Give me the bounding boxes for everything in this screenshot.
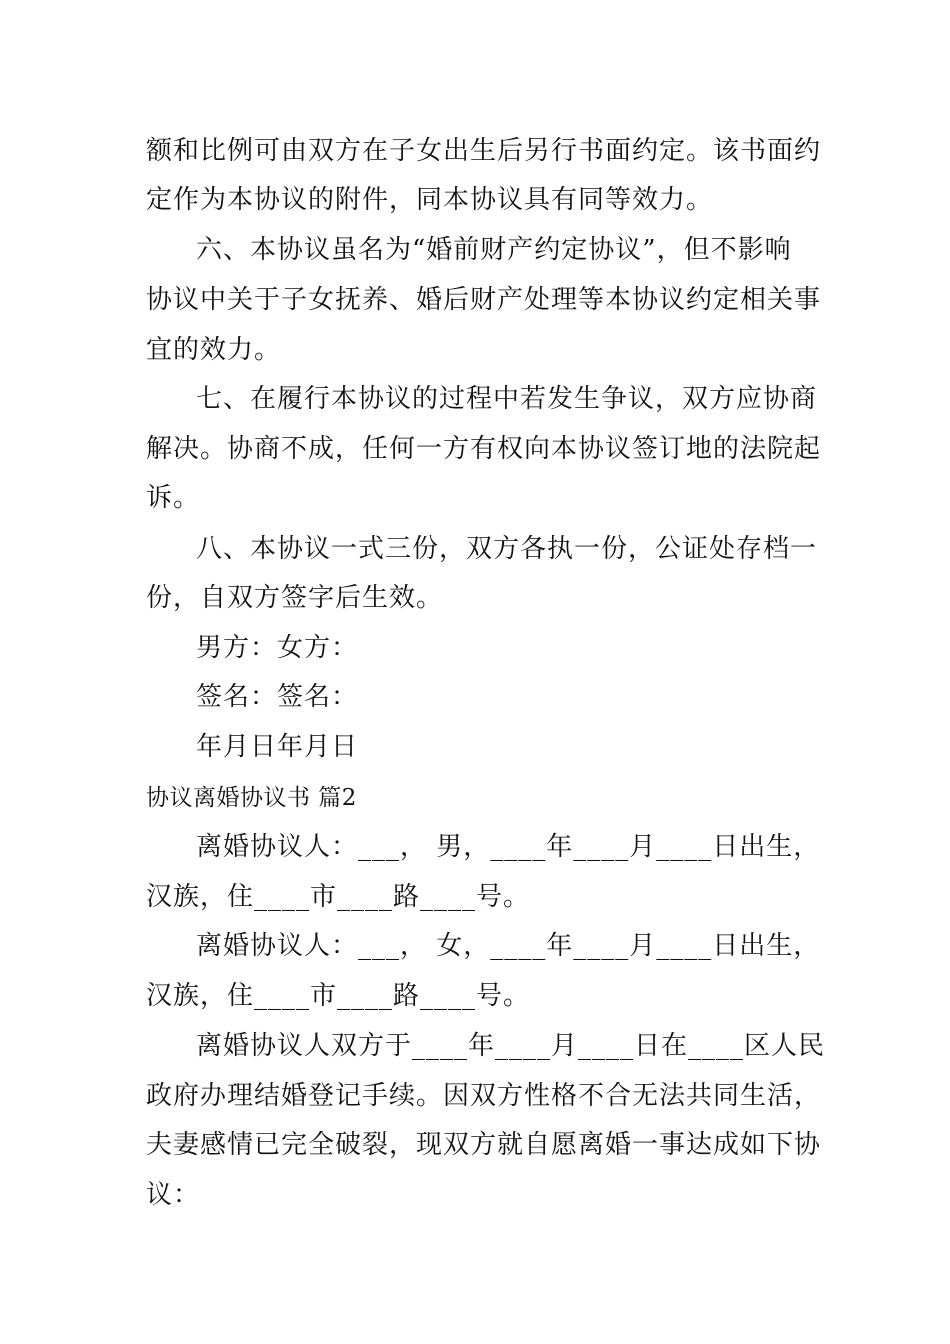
body-text-line: 协议中关于子女抚养、婚后财产处理等本协议约定相关事 xyxy=(146,285,822,315)
body-text-line: 份，自双方签字后生效。 xyxy=(146,583,444,613)
party-one-line: 离婚协议人：___， 男，____年____月____日出生， xyxy=(196,832,821,862)
body-text-line: 政府办理结婚登记手续。因双方性格不合无法共同生活， xyxy=(146,1081,822,1111)
body-text-line: 夫妻感情已完全破裂，现双方就自愿离婚一事达成如下协 xyxy=(146,1130,822,1160)
body-text-line: 解决。协商不成，任何一方有权向本协议签订地的法院起 xyxy=(146,434,822,464)
clause-eight-text: 八、本协议一式三份，双方各执一份，公证处存档一 xyxy=(196,534,818,564)
section-title: 协议离婚协议书 篇2 xyxy=(146,785,357,811)
date-label-line: 年月日年月日 xyxy=(196,732,359,762)
signature-label-line: 签名：签名： xyxy=(196,682,359,712)
clause-seven-text: 七、在履行本协议的过程中若发生争议，双方应协商 xyxy=(196,384,818,414)
parties-label-line: 男方：女方： xyxy=(196,633,359,663)
party-two-line: 离婚协议人：___， 女，____年____月____日出生， xyxy=(196,931,821,961)
body-text-line: 额和比例可由双方在子女出生后另行书面约定。该书面约 xyxy=(146,136,822,166)
body-text-line: 定作为本协议的附件，同本协议具有同等效力。 xyxy=(146,185,714,215)
body-text-line: 汉族，住____市____路____号。 xyxy=(146,882,531,912)
body-text-line: 议： xyxy=(146,1180,201,1210)
body-text-line: 诉。 xyxy=(146,483,201,513)
marriage-registration-line: 离婚协议人双方于____年____月____日在____区人民 xyxy=(196,1031,826,1061)
body-text-line: 汉族，住____市____路____号。 xyxy=(146,981,531,1011)
clause-six-text: 六、本协议虽名为“婚前财产约定协议”，但不影响 xyxy=(196,235,792,265)
body-text-line: 宜的效力。 xyxy=(146,335,282,365)
